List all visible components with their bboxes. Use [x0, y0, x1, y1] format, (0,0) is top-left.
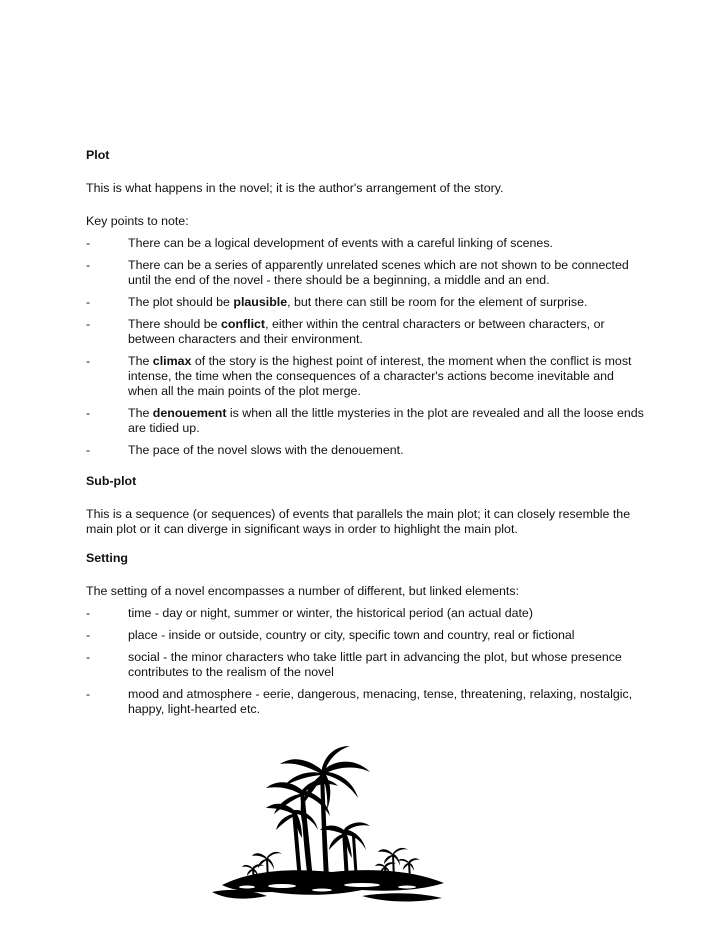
list-item-text: place - inside or outside, country or city, specific town and country, real or fictional — [128, 628, 575, 642]
list-item-text: time - day or night, summer or winter, the historical period (an actual date) — [128, 606, 533, 620]
palm-island-icon — [212, 740, 452, 906]
dash-bullet: - — [86, 650, 91, 664]
list-item — [86, 406, 646, 436]
dash-bullet: - — [86, 406, 91, 420]
setting-elements-list — [86, 606, 646, 717]
dash-bullet: - — [86, 258, 91, 272]
dash-bullet: - — [86, 606, 91, 620]
list-item-text: There can be a logical development of events with a careful linking of scenes. — [128, 236, 553, 250]
list-item — [86, 650, 646, 680]
list-item — [86, 236, 646, 251]
dash-bullet: - — [86, 236, 91, 250]
dash-bullet: - — [86, 354, 91, 368]
setting-intro: The setting of a novel encompasses a number of different, but linked elements: — [86, 584, 520, 598]
list-item-text: The pace of the novel slows with the denouement. — [128, 443, 404, 457]
list-item — [86, 317, 646, 347]
term-conflict: conflict — [221, 317, 266, 331]
plot-heading: Plot — [86, 148, 110, 162]
plot-intro: This is what happens in the novel; it is the author's arrangement of the story. — [86, 181, 504, 195]
plot-points-list — [86, 236, 646, 458]
list-item-text: mood and atmosphere - eerie, dangerous, menacing, tense, threatening, relaxing, nostalgic, happy, light-hearted etc. — [128, 687, 633, 716]
setting-heading: Setting — [86, 551, 128, 565]
list-item — [86, 628, 646, 643]
list-item-text: The — [128, 406, 153, 420]
list-item-text: is when all the little mysteries in the plot are revealed and all the loose ends are tidied up. — [128, 406, 644, 435]
list-item — [86, 354, 646, 399]
term-plausible: plausible — [233, 295, 288, 309]
list-item-text: , either within the central characters or between characters, or between characters and their environment. — [128, 317, 605, 346]
list-item-text: There can be a series of apparently unrelated scenes which are not shown to be connected until the end of the novel - there should be a beginning, a middle and an end. — [128, 258, 629, 287]
dash-bullet: - — [86, 317, 91, 331]
subplot-text: This is a sequence (or sequences) of events that parallels the main plot; it can closely resemble the main plot or it can diverge in significant ways in order to highlight the main plot. — [86, 507, 631, 536]
key-points-label: Key points to note: — [86, 214, 189, 228]
list-item-text: , but there can still be room for the element of surprise. — [287, 295, 588, 309]
list-item-text: The plot should be — [128, 295, 234, 309]
dash-bullet: - — [86, 628, 91, 642]
term-denouement: denouement — [152, 406, 227, 420]
term-climax: climax — [152, 354, 192, 368]
document-body — [86, 148, 646, 724]
list-item — [86, 295, 646, 310]
list-item-text: The — [128, 354, 153, 368]
list-item — [86, 443, 646, 458]
list-item-text: There should be — [128, 317, 221, 331]
list-item — [86, 606, 646, 621]
dash-bullet: - — [86, 443, 91, 457]
subplot-heading: Sub-plot — [86, 474, 137, 488]
list-item-text: of the story is the highest point of interest, the moment when the conflict is most intense, the time when the consequences of a character's actions become inevitable and when all the main points of the plot merge. — [128, 354, 632, 398]
list-item-text: social - the minor characters who take little part in advancing the plot, but whose presence contributes to the realism of the novel — [128, 650, 622, 679]
list-item — [86, 687, 646, 717]
dash-bullet: - — [86, 295, 91, 309]
list-item — [86, 258, 646, 288]
dash-bullet: - — [86, 687, 91, 701]
